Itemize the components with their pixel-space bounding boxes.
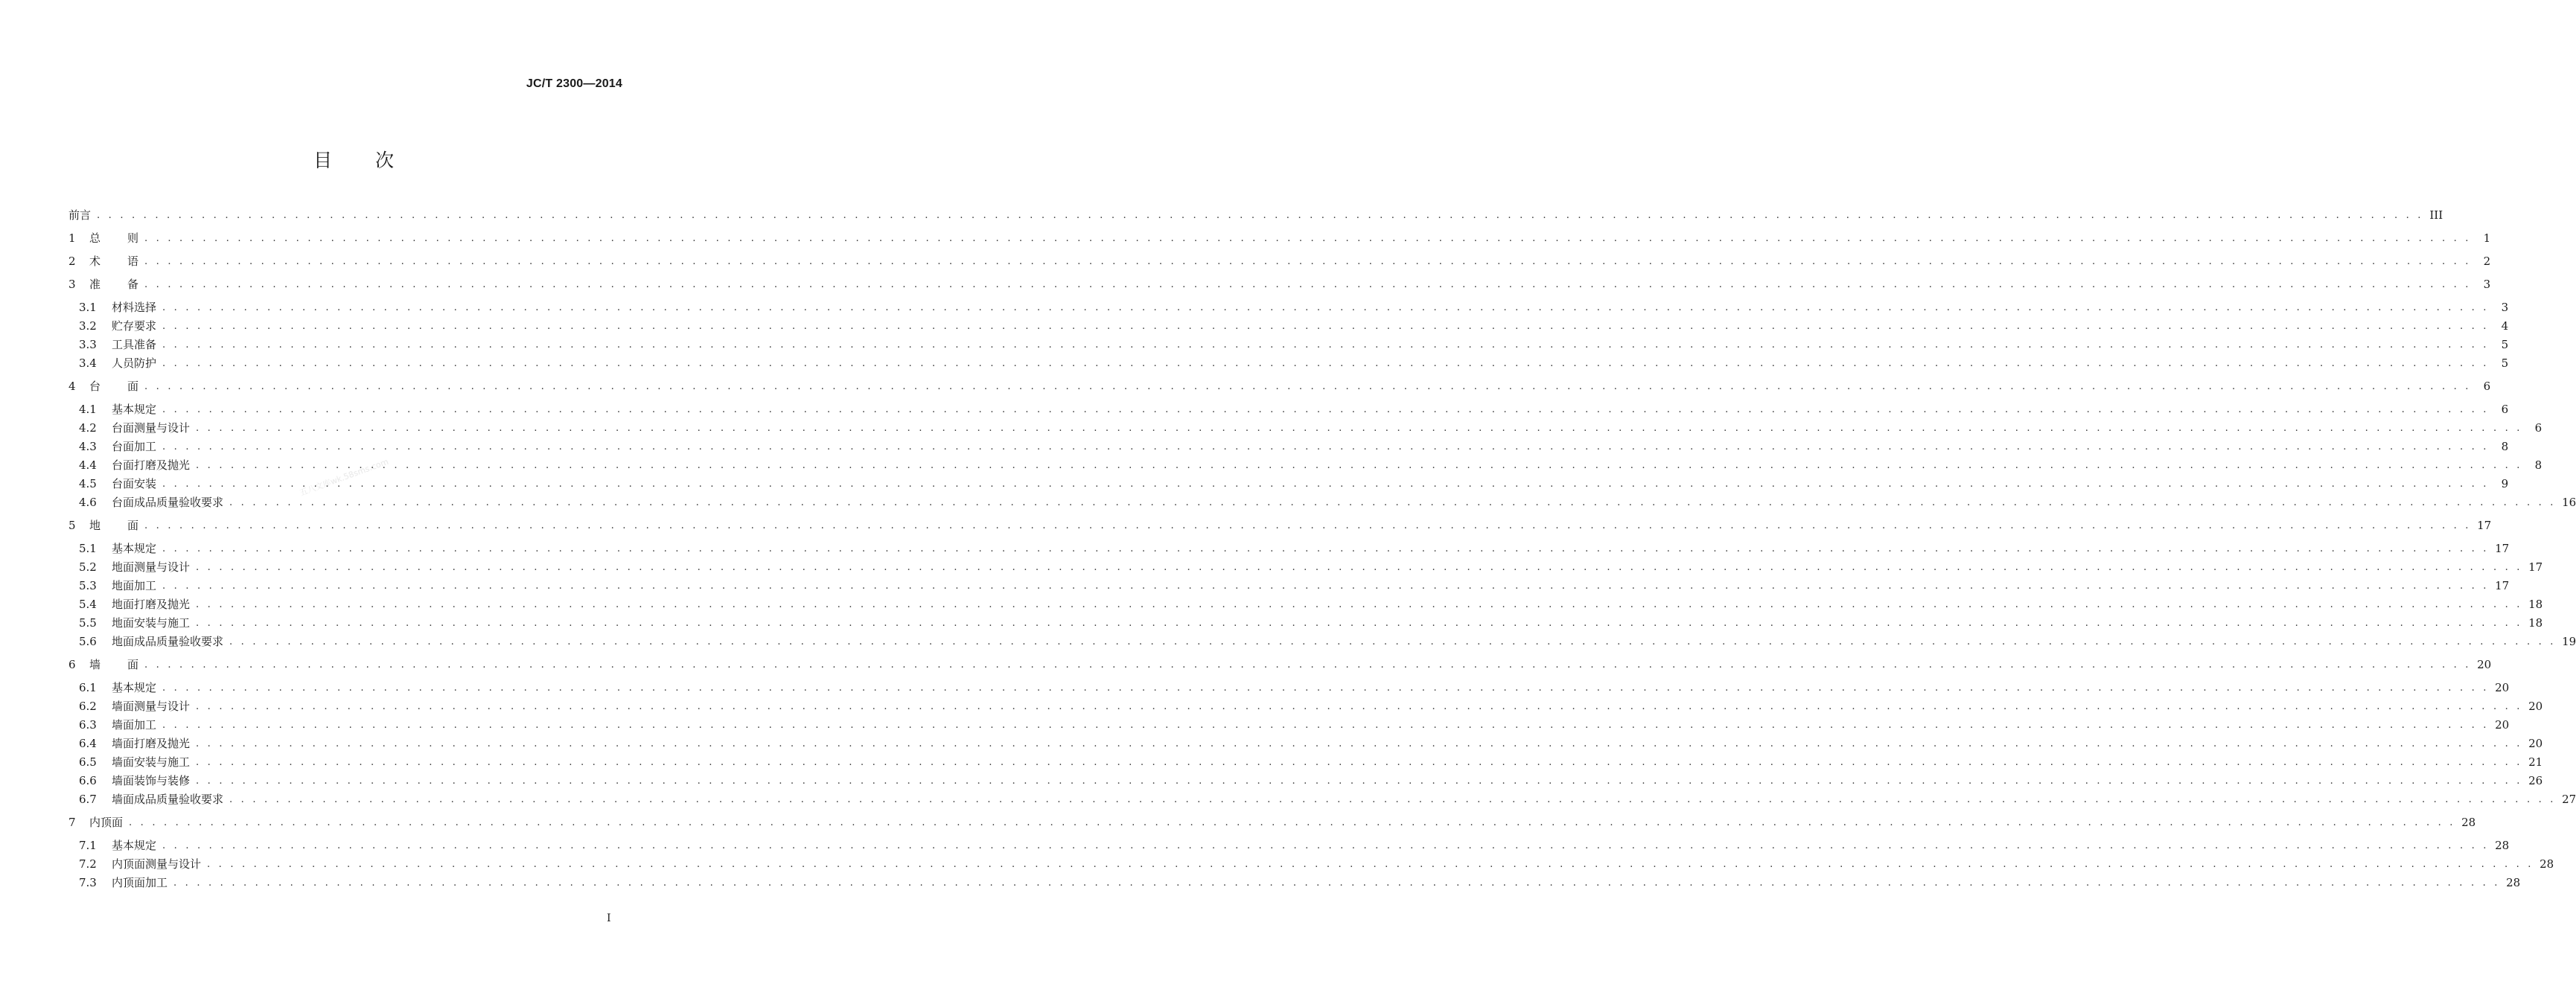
toc-entry-page: 1: [2483, 231, 2491, 245]
toc-entry[interactable]: [79, 439, 2509, 454]
toc-entry[interactable]: [79, 875, 2521, 890]
toc-entry-number: 5.1: [79, 542, 97, 555]
toc-entry-page: 17: [2495, 542, 2510, 555]
toc-entry-label: 墙面加工: [112, 718, 157, 732]
toc-entry-page: III: [2429, 208, 2443, 222]
toc-dot-leader: . . . . . . . . . . . . . . . . . . . . . . . . . . . . . . . . . . . . . . . . . . . . . . . . . . . . . . . . . . . . . . . . . . . . . . . . . . . . . . . . . . . . . . . . . . . . . . . . . . . . . . . . . . . . . . . . . . . . . . . . . . . . . . . . . . . . . . . . . . . . . . . . . . . . . . . . . . . . . . . . . . . . . . . . . . . . . . . . . . . . . . . . . . . . . . . . . . . . . . . .: [196, 701, 2523, 712]
toc-dot-leader: . . . . . . . . . . . . . . . . . . . . . . . . . . . . . . . . . . . . . . . . . . . . . . . . . . . . . . . . . . . . . . . . . . . . . . . . . . . . . . . . . . . . . . . . . . . . . . . . . . . . . . . . . . . . . . . . . . . . . . . . . . . . . . . . . . . . . . . . . . . . . . . . . . . . . . . . . . . . . . . . . . . . . . . . . . . . . . . . . . . . . . . . . . . . . . . . . . . . . . . .: [196, 460, 2523, 471]
toc-dot-leader: . . . . . . . . . . . . . . . . . . . . . . . . . . . . . . . . . . . . . . . . . . . . . . . . . . . . . . . . . . . . . . . . . . . . . . . . . . . . . . . . . . . . . . . . . . . . . . . . . . . . . . . . . . . . . . . . . . . . . . . . . . . . . . . . . . . . . . . . . . . . . . . . . . . . . . . . . . . . . . . . . . . . . . . . . . . . . . . . . . . . . . . . . . . . . . . . . . . . . . . .: [196, 599, 2523, 610]
toc-entry-label: 总则: [89, 231, 166, 245]
toc-entry-page: 6: [2483, 380, 2491, 393]
toc-entry-number: 4.3: [79, 440, 97, 453]
toc-entry[interactable]: [79, 773, 2543, 788]
toc-entry-number: 6.5: [79, 755, 97, 769]
toc-entry-label: 墙面测量与设计: [112, 700, 191, 713]
toc-entry[interactable]: [68, 815, 2476, 830]
toc-entry[interactable]: [79, 792, 2576, 807]
toc-entry-label: 基本规定: [112, 542, 157, 555]
toc-entry-page: 18: [2528, 616, 2543, 630]
toc-entry-page: 28: [2495, 839, 2510, 852]
toc-dot-leader: . . . . . . . . . . . . . . . . . . . . . . . . . . . . . . . . . . . . . . . . . . . . . . . . . . . . . . . . . . . . . . . . . . . . . . . . . . . . . . . . . . . . . . . . . . . . . . . . . . . . . . . . . . . . . . . . . . . . . . . . . . . . . . . . . . . . . . . . . . . . . . . . . . . . . . . . . . . . . . . . . . . . . . . . . . . . . . . . . . . . . . . . . . . . . . . . . . . . . . . .: [207, 859, 2534, 870]
toc-entry[interactable]: [79, 402, 2509, 417]
toc-entry-label: 基本规定: [112, 403, 157, 416]
toc-entry[interactable]: [79, 541, 2510, 556]
toc-entry[interactable]: [68, 277, 2491, 292]
toc-entry-number: 4.6: [79, 496, 97, 509]
toc-dot-leader: . . . . . . . . . . . . . . . . . . . . . . . . . . . . . . . . . . . . . . . . . . . . . . . . . . . . . . . . . . . . . . . . . . . . . . . . . . . . . . . . . . . . . . . . . . . . . . . . . . . . . . . . . . . . . . . . . . . . . . . . . . . . . . . . . . . . . . . . . . . . . . . . . . . . . . . . . . . . . . . . . . . . . . . . . . . . . . . . . . . . . . . . . . . . . . . . . . . . . . . .: [229, 636, 2557, 647]
toc-entry-label: 墙面安装与施工: [112, 755, 191, 769]
toc-dot-leader: . . . . . . . . . . . . . . . . . . . . . . . . . . . . . . . . . . . . . . . . . . . . . . . . . . . . . . . . . . . . . . . . . . . . . . . . . . . . . . . . . . . . . . . . . . . . . . . . . . . . . . . . . . . . . . . . . . . . . . . . . . . . . . . . . . . . . . . . . . . . . . . . . . . . . . . . . . . . . . . . . . . . . . . . . . . . . . . . . . . . . . . . . . . . . . . . . . . . . . . .: [162, 682, 2490, 694]
toc-dot-leader: . . . . . . . . . . . . . . . . . . . . . . . . . . . . . . . . . . . . . . . . . . . . . . . . . . . . . . . . . . . . . . . . . . . . . . . . . . . . . . . . . . . . . . . . . . . . . . . . . . . . . . . . . . . . . . . . . . . . . . . . . . . . . . . . . . . . . . . . . . . . . . . . . . . . . . . . . . . . . . . . . . . . . . . . . . . . . . . . . . . . . . . . . . . . . . . . . . . . . . . .: [162, 720, 2490, 731]
toc-entry[interactable]: [68, 518, 2492, 533]
toc-entry[interactable]: [79, 857, 2554, 871]
toc-dot-leader: . . . . . . . . . . . . . . . . . . . . . . . . . . . . . . . . . . . . . . . . . . . . . . . . . . . . . . . . . . . . . . . . . . . . . . . . . . . . . . . . . . . . . . . . . . . . . . . . . . . . . . . . . . . . . . . . . . . . . . . . . . . . . . . . . . . . . . . . . . . . . . . . . . . . . . . . . . . . . . . . . . . . . . . . . . . . . . . . . . . . . . . . . . . . . . . . . . . . . . . .: [97, 210, 2424, 221]
toc-entry-page: 17: [2477, 519, 2492, 532]
toc-dot-leader: . . . . . . . . . . . . . . . . . . . . . . . . . . . . . . . . . . . . . . . . . . . . . . . . . . . . . . . . . . . . . . . . . . . . . . . . . . . . . . . . . . . . . . . . . . . . . . . . . . . . . . . . . . . . . . . . . . . . . . . . . . . . . . . . . . . . . . . . . . . . . . . . . . . . . . . . . . . . . . . . . . . . . . . . . . . . . . . . . . . . . . . . . . . . . . . . . . . . . . . .: [162, 441, 2490, 452]
toc-entry[interactable]: [68, 231, 2491, 246]
toc-entry-page: 4: [2501, 319, 2509, 333]
toc-dot-leader: . . . . . . . . . . . . . . . . . . . . . . . . . . . . . . . . . . . . . . . . . . . . . . . . . . . . . . . . . . . . . . . . . . . . . . . . . . . . . . . . . . . . . . . . . . . . . . . . . . . . . . . . . . . . . . . . . . . . . . . . . . . . . . . . . . . . . . . . . . . . . . . . . . . . . . . . . . . . . . . . . . . . . . . . . . . . . . . . . . . . . . . . . . . . . . . . . . . . . . . .: [162, 543, 2490, 554]
toc-entry-label: 台面成品质量验收要求: [112, 496, 224, 509]
toc-entry[interactable]: [68, 208, 2443, 223]
toc-dot-leader: . . . . . . . . . . . . . . . . . . . . . . . . . . . . . . . . . . . . . . . . . . . . . . . . . . . . . . . . . . . . . . . . . . . . . . . . . . . . . . . . . . . . . . . . . . . . . . . . . . . . . . . . . . . . . . . . . . . . . . . . . . . . . . . . . . . . . . . . . . . . . . . . . . . . . . . . . . . . . . . . . . . . . . . . . . . . . . . . . . . . . . . . . . . . . . . . . . . . . . . .: [229, 497, 2557, 508]
toc-entry-label: 台面: [89, 380, 166, 393]
toc-dot-leader: . . . . . . . . . . . . . . . . . . . . . . . . . . . . . . . . . . . . . . . . . . . . . . . . . . . . . . . . . . . . . . . . . . . . . . . . . . . . . . . . . . . . . . . . . . . . . . . . . . . . . . . . . . . . . . . . . . . . . . . . . . . . . . . . . . . . . . . . . . . . . . . . . . . . . . . . . . . . . . . . . . . . . . . . . . . . . . . . . . . . . . . . . . . . . . . . . . . . . . . .: [144, 659, 2472, 671]
toc-entry[interactable]: [79, 476, 2509, 491]
toc-entry-label: 工具准备: [112, 338, 157, 351]
toc-entry-number: 7.2: [79, 857, 97, 871]
toc-entry-page: 21: [2528, 755, 2543, 769]
toc-dot-leader: . . . . . . . . . . . . . . . . . . . . . . . . . . . . . . . . . . . . . . . . . . . . . . . . . . . . . . . . . . . . . . . . . . . . . . . . . . . . . . . . . . . . . . . . . . . . . . . . . . . . . . . . . . . . . . . . . . . . . . . . . . . . . . . . . . . . . . . . . . . . . . . . . . . . . . . . . . . . . . . . . . . . . . . . . . . . . . . . . . . . . . . . . . . . . . . . . . . . . . . .: [162, 321, 2490, 332]
toc-dot-leader: . . . . . . . . . . . . . . . . . . . . . . . . . . . . . . . . . . . . . . . . . . . . . . . . . . . . . . . . . . . . . . . . . . . . . . . . . . . . . . . . . . . . . . . . . . . . . . . . . . . . . . . . . . . . . . . . . . . . . . . . . . . . . . . . . . . . . . . . . . . . . . . . . . . . . . . . . . . . . . . . . . . . . . . . . . . . . . . . . . . . . . . . . . . . . . . . . . . . . . . .: [173, 877, 2501, 889]
toc-entry-number: 1: [68, 231, 76, 245]
toc-entry-label: 贮存要求: [112, 319, 157, 333]
toc-entry[interactable]: [79, 680, 2510, 695]
toc-entry-page: 17: [2495, 579, 2510, 592]
toc-entry-label: 墙面装饰与装修: [112, 774, 191, 787]
toc-entry-number: 5.3: [79, 579, 97, 592]
toc-entry-label: 准备: [89, 278, 166, 291]
toc-entry-page: 6: [2501, 403, 2509, 416]
toc-dot-leader: . . . . . . . . . . . . . . . . . . . . . . . . . . . . . . . . . . . . . . . . . . . . . . . . . . . . . . . . . . . . . . . . . . . . . . . . . . . . . . . . . . . . . . . . . . . . . . . . . . . . . . . . . . . . . . . . . . . . . . . . . . . . . . . . . . . . . . . . . . . . . . . . . . . . . . . . . . . . . . . . . . . . . . . . . . . . . . . . . . . . . . . . . . . . . . . . . . . . . . . .: [196, 775, 2523, 787]
toc-entry-number: 6: [68, 658, 76, 671]
toc-dot-leader: . . . . . . . . . . . . . . . . . . . . . . . . . . . . . . . . . . . . . . . . . . . . . . . . . . . . . . . . . . . . . . . . . . . . . . . . . . . . . . . . . . . . . . . . . . . . . . . . . . . . . . . . . . . . . . . . . . . . . . . . . . . . . . . . . . . . . . . . . . . . . . . . . . . . . . . . . . . . . . . . . . . . . . . . . . . . . . . . . . . . . . . . . . . . . . . . . . . . . . . .: [162, 840, 2490, 851]
toc-entry-label: 地面测量与设计: [112, 560, 191, 574]
toc-entry-page: 3: [2483, 278, 2491, 291]
toc-entry-number: 6.4: [79, 737, 97, 750]
toc-entry-page: 19: [2562, 635, 2576, 648]
toc-entry-page: 2: [2483, 255, 2491, 268]
toc-entry-number: 3.4: [79, 356, 97, 370]
toc-entry-label: 地面加工: [112, 579, 157, 592]
toc-entry[interactable]: [79, 458, 2542, 473]
toc-entry[interactable]: [68, 254, 2491, 269]
page-title: 目次: [313, 150, 437, 171]
toc-entry[interactable]: [79, 319, 2509, 333]
toc-entry-number: 2: [68, 255, 76, 268]
toc-entry[interactable]: [79, 578, 2510, 593]
toc-entry-label: 墙面打磨及抛光: [112, 737, 191, 750]
toc-dot-leader: . . . . . . . . . . . . . . . . . . . . . . . . . . . . . . . . . . . . . . . . . . . . . . . . . . . . . . . . . . . . . . . . . . . . . . . . . . . . . . . . . . . . . . . . . . . . . . . . . . . . . . . . . . . . . . . . . . . . . . . . . . . . . . . . . . . . . . . . . . . . . . . . . . . . . . . . . . . . . . . . . . . . . . . . . . . . . . . . . . . . . . . . . . . . . . . . . . . . . . . .: [129, 817, 2456, 828]
toc-entry-label: 内顶面加工: [112, 876, 168, 889]
toc-entry-label: 墙面成品质量验收要求: [112, 793, 224, 806]
toc-dot-leader: . . . . . . . . . . . . . . . . . . . . . . . . . . . . . . . . . . . . . . . . . . . . . . . . . . . . . . . . . . . . . . . . . . . . . . . . . . . . . . . . . . . . . . . . . . . . . . . . . . . . . . . . . . . . . . . . . . . . . . . . . . . . . . . . . . . . . . . . . . . . . . . . . . . . . . . . . . . . . . . . . . . . . . . . . . . . . . . . . . . . . . . . . . . . . . . . . . . . . . . .: [144, 520, 2472, 531]
toc-entry[interactable]: [79, 337, 2509, 352]
toc-entry-label: 台面打磨及抛光: [112, 458, 191, 472]
toc-entry-label: 地面安装与施工: [112, 616, 191, 630]
toc-entry[interactable]: [68, 657, 2492, 672]
toc-entry-page: 26: [2528, 774, 2543, 787]
toc-dot-leader: . . . . . . . . . . . . . . . . . . . . . . . . . . . . . . . . . . . . . . . . . . . . . . . . . . . . . . . . . . . . . . . . . . . . . . . . . . . . . . . . . . . . . . . . . . . . . . . . . . . . . . . . . . . . . . . . . . . . . . . . . . . . . . . . . . . . . . . . . . . . . . . . . . . . . . . . . . . . . . . . . . . . . . . . . . . . . . . . . . . . . . . . . . . . . . . . . . . . . . . .: [196, 618, 2523, 629]
toc-entry-page: 17: [2528, 560, 2543, 574]
toc-entry-label: 前言: [68, 208, 92, 222]
toc-entry-number: 3.1: [79, 301, 97, 314]
toc-entry-label: 术语: [89, 255, 166, 268]
toc-entry-number: 7: [68, 816, 76, 829]
toc-dot-leader: . . . . . . . . . . . . . . . . . . . . . . . . . . . . . . . . . . . . . . . . . . . . . . . . . . . . . . . . . . . . . . . . . . . . . . . . . . . . . . . . . . . . . . . . . . . . . . . . . . . . . . . . . . . . . . . . . . . . . . . . . . . . . . . . . . . . . . . . . . . . . . . . . . . . . . . . . . . . . . . . . . . . . . . . . . . . . . . . . . . . . . . . . . . . . . . . . . . . . . . .: [144, 233, 2472, 244]
toc-entry[interactable]: [79, 420, 2542, 435]
toc-dot-leader: . . . . . . . . . . . . . . . . . . . . . . . . . . . . . . . . . . . . . . . . . . . . . . . . . . . . . . . . . . . . . . . . . . . . . . . . . . . . . . . . . . . . . . . . . . . . . . . . . . . . . . . . . . . . . . . . . . . . . . . . . . . . . . . . . . . . . . . . . . . . . . . . . . . . . . . . . . . . . . . . . . . . . . . . . . . . . . . . . . . . . . . . . . . . . . . . . . . . . . . .: [196, 757, 2523, 768]
toc-entry-number: 6.3: [79, 718, 97, 732]
toc-entry-label: 台面测量与设计: [112, 421, 191, 435]
toc-dot-leader: . . . . . . . . . . . . . . . . . . . . . . . . . . . . . . . . . . . . . . . . . . . . . . . . . . . . . . . . . . . . . . . . . . . . . . . . . . . . . . . . . . . . . . . . . . . . . . . . . . . . . . . . . . . . . . . . . . . . . . . . . . . . . . . . . . . . . . . . . . . . . . . . . . . . . . . . . . . . . . . . . . . . . . . . . . . . . . . . . . . . . . . . . . . . . . . . . . . . . . . .: [144, 381, 2472, 392]
toc-entry-page: 16: [2562, 496, 2576, 509]
toc-entry[interactable]: [79, 736, 2543, 751]
toc-entry-number: 4.2: [79, 421, 97, 435]
toc-dot-leader: . . . . . . . . . . . . . . . . . . . . . . . . . . . . . . . . . . . . . . . . . . . . . . . . . . . . . . . . . . . . . . . . . . . . . . . . . . . . . . . . . . . . . . . . . . . . . . . . . . . . . . . . . . . . . . . . . . . . . . . . . . . . . . . . . . . . . . . . . . . . . . . . . . . . . . . . . . . . . . . . . . . . . . . . . . . . . . . . . . . . . . . . . . . . . . . . . . . . . . . .: [229, 794, 2557, 805]
toc-entry-page: 18: [2528, 598, 2543, 611]
toc-dot-leader: . . . . . . . . . . . . . . . . . . . . . . . . . . . . . . . . . . . . . . . . . . . . . . . . . . . . . . . . . . . . . . . . . . . . . . . . . . . . . . . . . . . . . . . . . . . . . . . . . . . . . . . . . . . . . . . . . . . . . . . . . . . . . . . . . . . . . . . . . . . . . . . . . . . . . . . . . . . . . . . . . . . . . . . . . . . . . . . . . . . . . . . . . . . . . . . . . . . . . . . .: [196, 738, 2523, 749]
toc-entry-number: 7.3: [79, 876, 97, 889]
page-number: I: [607, 912, 611, 924]
toc-entry[interactable]: [79, 717, 2510, 732]
toc-entry[interactable]: [79, 560, 2543, 575]
toc-entry-page: 5: [2501, 338, 2509, 351]
toc-entry-label: 人员防护: [112, 356, 157, 370]
watermark: 五八文库wk.58sms.com: [298, 456, 390, 499]
toc-entry[interactable]: [79, 597, 2543, 612]
toc-entry-page: 27: [2562, 793, 2576, 806]
toc-dot-leader: . . . . . . . . . . . . . . . . . . . . . . . . . . . . . . . . . . . . . . . . . . . . . . . . . . . . . . . . . . . . . . . . . . . . . . . . . . . . . . . . . . . . . . . . . . . . . . . . . . . . . . . . . . . . . . . . . . . . . . . . . . . . . . . . . . . . . . . . . . . . . . . . . . . . . . . . . . . . . . . . . . . . . . . . . . . . . . . . . . . . . . . . . . . . . . . . . . . . . . . .: [196, 562, 2523, 573]
toc-entry-page: 28: [2540, 857, 2554, 871]
toc-entry[interactable]: [79, 699, 2543, 714]
toc-entry[interactable]: [79, 495, 2576, 510]
toc-entry[interactable]: [79, 838, 2510, 853]
toc-entry-label: 基本规定: [112, 839, 157, 852]
toc-entry-number: 3.3: [79, 338, 97, 351]
toc-entry-page: 8: [2501, 440, 2509, 453]
toc-entry-page: 9: [2501, 477, 2509, 490]
toc-entry-number: 5.4: [79, 598, 97, 611]
toc-entry-page: 6: [2534, 421, 2542, 435]
toc-dot-leader: . . . . . . . . . . . . . . . . . . . . . . . . . . . . . . . . . . . . . . . . . . . . . . . . . . . . . . . . . . . . . . . . . . . . . . . . . . . . . . . . . . . . . . . . . . . . . . . . . . . . . . . . . . . . . . . . . . . . . . . . . . . . . . . . . . . . . . . . . . . . . . . . . . . . . . . . . . . . . . . . . . . . . . . . . . . . . . . . . . . . . . . . . . . . . . . . . . . . . . . .: [144, 256, 2472, 267]
toc-entry-number: 3: [68, 278, 76, 291]
toc-entry-label: 地面: [89, 519, 166, 532]
toc-entry-label: 内顶面: [89, 816, 124, 829]
toc-dot-leader: . . . . . . . . . . . . . . . . . . . . . . . . . . . . . . . . . . . . . . . . . . . . . . . . . . . . . . . . . . . . . . . . . . . . . . . . . . . . . . . . . . . . . . . . . . . . . . . . . . . . . . . . . . . . . . . . . . . . . . . . . . . . . . . . . . . . . . . . . . . . . . . . . . . . . . . . . . . . . . . . . . . . . . . . . . . . . . . . . . . . . . . . . . . . . . . . . . . . . . . .: [162, 302, 2490, 313]
toc-dot-leader: . . . . . . . . . . . . . . . . . . . . . . . . . . . . . . . . . . . . . . . . . . . . . . . . . . . . . . . . . . . . . . . . . . . . . . . . . . . . . . . . . . . . . . . . . . . . . . . . . . . . . . . . . . . . . . . . . . . . . . . . . . . . . . . . . . . . . . . . . . . . . . . . . . . . . . . . . . . . . . . . . . . . . . . . . . . . . . . . . . . . . . . . . . . . . . . . . . . . . . . .: [162, 479, 2490, 490]
toc-entry-label: 墙面: [89, 658, 166, 671]
toc-entry-label: 台面安装: [112, 477, 157, 490]
toc-entry-number: 4: [68, 380, 76, 393]
toc-entry[interactable]: [79, 755, 2543, 770]
toc-entry-number: 6.7: [79, 793, 97, 806]
toc-entry-label: 台面加工: [112, 440, 157, 453]
toc-entry-label: 地面打磨及抛光: [112, 598, 191, 611]
toc-dot-leader: . . . . . . . . . . . . . . . . . . . . . . . . . . . . . . . . . . . . . . . . . . . . . . . . . . . . . . . . . . . . . . . . . . . . . . . . . . . . . . . . . . . . . . . . . . . . . . . . . . . . . . . . . . . . . . . . . . . . . . . . . . . . . . . . . . . . . . . . . . . . . . . . . . . . . . . . . . . . . . . . . . . . . . . . . . . . . . . . . . . . . . . . . . . . . . . . . . . . . . . .: [162, 404, 2490, 415]
toc-dot-leader: . . . . . . . . . . . . . . . . . . . . . . . . . . . . . . . . . . . . . . . . . . . . . . . . . . . . . . . . . . . . . . . . . . . . . . . . . . . . . . . . . . . . . . . . . . . . . . . . . . . . . . . . . . . . . . . . . . . . . . . . . . . . . . . . . . . . . . . . . . . . . . . . . . . . . . . . . . . . . . . . . . . . . . . . . . . . . . . . . . . . . . . . . . . . . . . . . . . . . . . .: [196, 423, 2523, 434]
toc-dot-leader: . . . . . . . . . . . . . . . . . . . . . . . . . . . . . . . . . . . . . . . . . . . . . . . . . . . . . . . . . . . . . . . . . . . . . . . . . . . . . . . . . . . . . . . . . . . . . . . . . . . . . . . . . . . . . . . . . . . . . . . . . . . . . . . . . . . . . . . . . . . . . . . . . . . . . . . . . . . . . . . . . . . . . . . . . . . . . . . . . . . . . . . . . . . . . . . . . . . . . . . .: [144, 279, 2472, 290]
toc-entry-page: 20: [2477, 658, 2492, 671]
toc-entry-number: 7.1: [79, 839, 97, 852]
toc-entry-page: 20: [2495, 718, 2510, 732]
standard-code: JC/T 2300—2014: [526, 77, 622, 90]
toc-entry-label: 地面成品质量验收要求: [112, 635, 224, 648]
toc-entry-number: 5: [68, 519, 76, 532]
toc-entry-number: 5.5: [79, 616, 97, 630]
toc-entry-number: 5.6: [79, 635, 97, 648]
toc-entry-number: 6.2: [79, 700, 97, 713]
toc-entry-page: 5: [2501, 356, 2509, 370]
toc-entry[interactable]: [79, 356, 2509, 371]
toc-entry-number: 4.5: [79, 477, 97, 490]
toc-entry-page: 20: [2528, 700, 2543, 713]
toc-entry-number: 3.2: [79, 319, 97, 333]
toc-dot-leader: . . . . . . . . . . . . . . . . . . . . . . . . . . . . . . . . . . . . . . . . . . . . . . . . . . . . . . . . . . . . . . . . . . . . . . . . . . . . . . . . . . . . . . . . . . . . . . . . . . . . . . . . . . . . . . . . . . . . . . . . . . . . . . . . . . . . . . . . . . . . . . . . . . . . . . . . . . . . . . . . . . . . . . . . . . . . . . . . . . . . . . . . . . . . . . . . . . . . . . . .: [162, 580, 2490, 592]
toc-entry[interactable]: [79, 615, 2543, 630]
toc-entry-number: 5.2: [79, 560, 97, 574]
toc-entry-page: 8: [2534, 458, 2542, 472]
toc-entry-number: 4.1: [79, 403, 97, 416]
toc-entry[interactable]: [68, 379, 2491, 394]
toc-entry-label: 基本规定: [112, 681, 157, 694]
toc-entry-page: 20: [2495, 681, 2510, 694]
toc-entry-number: 6.6: [79, 774, 97, 787]
toc-entry-number: 6.1: [79, 681, 97, 694]
toc-entry-page: 3: [2501, 301, 2509, 314]
toc-entry-number: 4.4: [79, 458, 97, 472]
toc-entry-page: 20: [2528, 737, 2543, 750]
toc-entry-page: 28: [2461, 816, 2476, 829]
toc-entry-page: 28: [2506, 876, 2521, 889]
toc-entry[interactable]: [79, 634, 2576, 649]
toc-dot-leader: . . . . . . . . . . . . . . . . . . . . . . . . . . . . . . . . . . . . . . . . . . . . . . . . . . . . . . . . . . . . . . . . . . . . . . . . . . . . . . . . . . . . . . . . . . . . . . . . . . . . . . . . . . . . . . . . . . . . . . . . . . . . . . . . . . . . . . . . . . . . . . . . . . . . . . . . . . . . . . . . . . . . . . . . . . . . . . . . . . . . . . . . . . . . . . . . . . . . . . . .: [162, 358, 2490, 369]
toc-entry[interactable]: [79, 300, 2509, 315]
toc-dot-leader: . . . . . . . . . . . . . . . . . . . . . . . . . . . . . . . . . . . . . . . . . . . . . . . . . . . . . . . . . . . . . . . . . . . . . . . . . . . . . . . . . . . . . . . . . . . . . . . . . . . . . . . . . . . . . . . . . . . . . . . . . . . . . . . . . . . . . . . . . . . . . . . . . . . . . . . . . . . . . . . . . . . . . . . . . . . . . . . . . . . . . . . . . . . . . . . . . . . . . . . .: [162, 339, 2490, 351]
toc-entry-label: 材料选择: [112, 301, 157, 314]
toc-entry-label: 内顶面测量与设计: [112, 857, 202, 871]
